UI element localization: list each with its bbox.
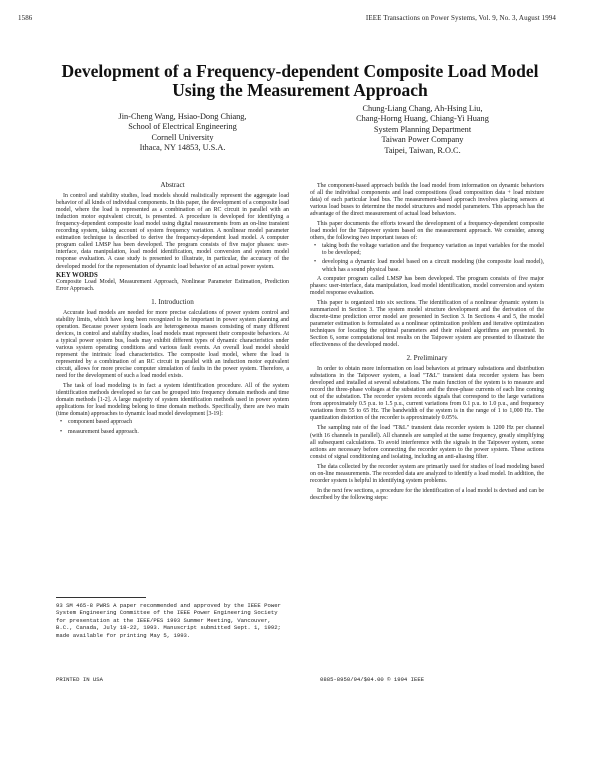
running-header-page-number: 1586: [18, 14, 33, 22]
intro-heading: 1. Introduction: [151, 297, 194, 306]
keywords-heading: KEY WORDS: [56, 271, 98, 279]
left-column: [56, 182, 289, 438]
author-city-right: Taipei, Taiwan, R.O.C.: [384, 145, 461, 155]
intro-paragraph-2: The task of load modeling is in fact a system identification procedure. All of the system identification methods developed so far can be grouped into frequency domain methods and time domain methods [1-2]. A large majority of system identification methods used in power system applications for load modeling belong to time domain methods. Specifically, there are two main (time domain) approaches to dynamic load model development [3-19]:: [56, 383, 289, 418]
footnote-rule: [56, 597, 146, 598]
program-paragraph: A computer program called LMSP has been developed. The program consists of five major phases: user-interface, data manipulation, load model identification, model conversion and system model response evaluation.: [310, 275, 544, 296]
author-names-left: Jin-Cheng Wang, Hsiao-Dong Chiang,: [118, 112, 247, 121]
right-column: [310, 183, 544, 502]
issues-list: [310, 243, 544, 273]
keywords-text: Composite Load Model, Measurement Approach, Nonlinear Parameter Estimation, Prediction Error Approach.: [56, 278, 289, 292]
author-names2-right: Chang-Horng Huang, Chiang-Yi Huang: [356, 114, 489, 124]
abstract-text: In control and stability studies, load models should realistically represent the aggregate load behavior of all kinds of individual components. In this paper, the development of a composite load model, where the load is represented as a combination of an RC circuit in parallel with an induction motor equivalent circuit, is presented. A procedure is developed for identifying a frequency-dependent composite load model using digital measurements from an on-line transient recording system, taking account of system frequency variation. A nonlinear model parameter estimation technique is described to derive the frequency-dependent load model. A computer program called LMSP has been developed. The program consists of five major phases: user-interface, data manipulation, load model identification, model conversion and system model response evaluation. A case study is presented to illustrate, in particular, the accuracy of the developed model for the representation of dynamic load behavior of an actual power system.: [56, 193, 289, 270]
author-block-left: [95, 112, 270, 154]
issue-item: • taking both the voltage variation and the frequency variation as input variables for the model to be developed;: [322, 243, 544, 257]
approach-list: [56, 419, 289, 435]
author-block-right: [335, 104, 510, 156]
running-header-journal: IEEE Transactions on Power Systems, Vol. 9, No. 3, August 1994: [365, 14, 556, 22]
approach-item: • component based approach: [68, 419, 289, 426]
author-names-right: Chung-Liang Chang, Ah-Hsing Liu,: [362, 104, 483, 113]
organization-paragraph: This paper is organized into six sections. The identification of a nonlinear dynamic system is summarized in Section 3. The system model structure development and the derivation of the discrete-time prediction error model are presented in Section 3. In Sections 4 and 5, the model parameter estimation is formulated as a nonlinear optimization problem and iterative optimization techniques for locating the optimal parameters and their related algorithms are presented. In Section 6, some computational test results on the Taipower system are presented to illustrate the effectiveness of the developed model.: [310, 299, 544, 348]
procedure-paragraph: In the next few sections, a procedure for the identification of a load model is devised and can be described by the following steps:: [310, 487, 544, 501]
printed-in-usa: PRINTED IN USA: [56, 676, 103, 683]
sampling-paragraph: The sampling rate of the load "T&L" transient data recorder system is 1200 Hz per channel (with 16 channels in parallel). All channels are sampled at the same frequency, greatly simplifying all subsequent calculations. To avoid interference with the signals in the Taipower system, some actions are necessary before connecting the recorder system to the power system. These actions consist of signal conditioning and isolating, including an anti-aliasing filter.: [310, 425, 544, 460]
approach-item: • measurement based approach.: [68, 429, 289, 436]
copyright-code: 0885-8950/94/$04.00 © 1994 IEEE: [320, 676, 425, 683]
abstract-heading: Abstract: [160, 181, 185, 189]
data-usage-paragraph: The data collected by the recorder system are primarily used for studies of load modeling based on on-line measurements. The recorded data are analyzed to identify a load model. In addition, the recorder system is helpful in identifying system problems.: [310, 463, 544, 484]
recorder-paragraph: In order to obtain more information on load behaviors at primary substations and distribution substations in the Taipower system, a load "T&L" transient data recorder system has been developed and installed at several substations. The main function of the system is to measure and record the three-phase voltages at the substation and the three-phase currents of each line coming out of the substation. The recorder system records signals that correspond to the large variations from approximately 0.5 p.u. to 1.5 p.u., current variations from 0.1 p.u. to 1.0 p.u., and frequency variations from 55 to 65 Hz. The bandwidth of the system is in the range of 1 to 1,000 Hz. The quantization distortion of the recorder is approximately 0.05%.: [310, 366, 544, 422]
approach-paragraph: The component-based approach builds the load model from information on dynamic behaviors of all the individual components and load compositions (load composition data + load mixture data) of each particular load bus. The measurement-based approach involves placing sensors at various load buses to determine the model structures and model parameters. This approach has the advantage of the direct measurement of actual load behaviors.: [310, 183, 544, 218]
preliminary-heading: 2. Preliminary: [406, 354, 448, 363]
author-org-right: Taiwan Power Company: [381, 135, 464, 145]
author-dept-left: School of Electrical Engineering: [128, 122, 237, 132]
intro-paragraph-1: Accurate load models are needed for more precise calculations of power system control and stability limits, which have long been recognized to be important in power system planning and operation. Because power system loads are heterogeneous masses consisting of many different devices, in control and stability studies, load models must represent their composite behaviors. At a typical power system bus, loads may exhibit different types of dynamic characteristics under various system operating conditions and various fault events. An overall load model should represent the intrinsic load characteristics. The composite load model, where the load is represented by a combination of an RC circuit in parallel with an induction motor equivalent circuit, allows for more precise computer simulation of faults in the power system. Therefore, a need for the development of such a load model exists.: [56, 309, 289, 380]
author-org-left: Cornell University: [151, 132, 214, 142]
footnote-text: 93 SM 465-8 PWRS A paper recommended and approved by the IEEE Power System Engineering Committee of the IEEE Power Engineering Society for presentation at the IEEE/PES 1993 Summer Meeting, Vancouver, B.C., Canada, July 18-22, 1993. Manuscript submitted Sept. 1, 1992; made available for printing May 5, 1993.: [56, 602, 281, 639]
paper-title: Development of a Frequency-dependent Composite Load Model Using the Measurement Approach: [61, 61, 539, 100]
author-city-left: Ithaca, NY 14853, U.S.A.: [139, 143, 226, 153]
author-dept-right: System Planning Department: [373, 124, 472, 134]
issue-item: • developing a dynamic load model based on a circuit modeling (the composite load model), which has a sound physical base.: [322, 259, 544, 273]
paper-efforts-paragraph: This paper documents the efforts toward the development of a frequency-dependent composite load model for the Taipower system based on the measurement approach. We consider, among others, the following two important issues of:: [310, 221, 544, 242]
